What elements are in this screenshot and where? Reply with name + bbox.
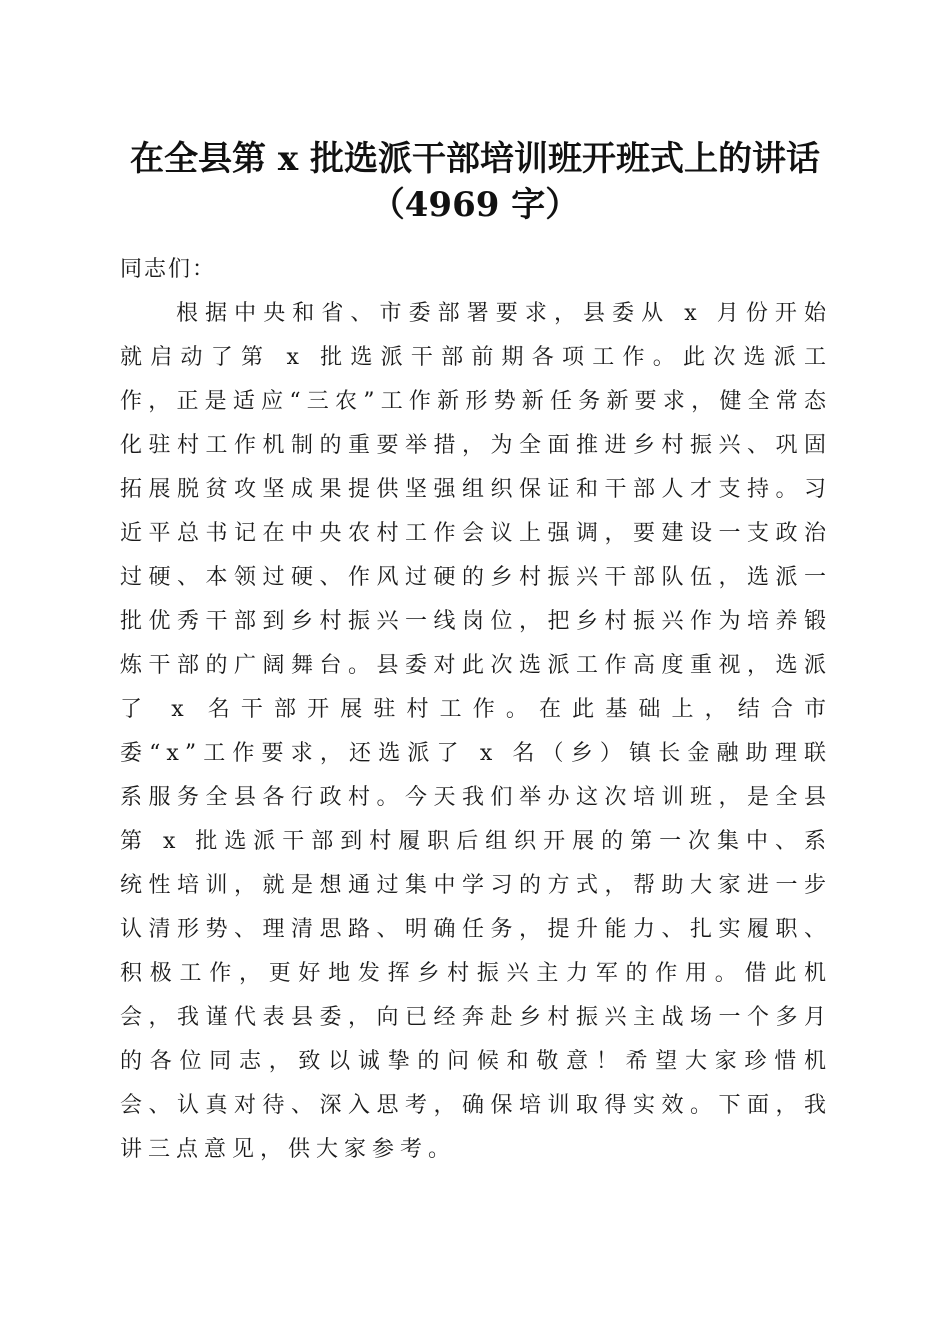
body-paragraph: 根据中央和省、市委部署要求，县委从 x 月份开始就启动了第 x 批选派干部前期各项工作。此次选派工作，正是适应“三农”工作新形势新任务新要求，健全常态化驻村工作机制的重要举措，为全面推进乡村振兴、巩固拓展脱贫攻坚成果提供坚强组织保证和干部人才支持。习近平总书记在中央农村工作会议上强调，要建设一支政治过硬、本领过硬、作风过硬的乡村振兴干部队伍，选派一批优秀干部到乡村振兴一线岗位，把乡村振兴作为培养锻炼干部的广阔舞台。县委对此次选派工作高度重视，选派了 x 名干部开展驻村工作。在此基础上，结合市委“x”工作要求，还选派了 x 名（乡）镇长金融助理联系服务全县各行政村。今天我们举办这次培训班，是全县第 x 批选派干部到村履职后组织开展的第一次集中、系统性培训，就是想通过集中学习的方式，帮助大家进一步认清形势、理清思路、明确任务，提升能力、扎实履职、积极工作，更好地发挥乡村振兴主力军的作用。借此机会，我谨代表县委，向已经奔赴乡村振兴主战场一个多月的各位同志，致以诚挚的问候和敬意！希望大家珍惜机会、认真对待、深入思考，确保培训取得实效。下面，我讲三点意见，供大家参考。 xyxy=(120,301,832,1162)
document-body xyxy=(120,248,832,1172)
title-line-1: 在全县第 x 批选派干部培训班开班式上的讲话 xyxy=(130,139,820,179)
title-line-2: （4969 字） xyxy=(370,185,580,225)
document-title xyxy=(60,136,890,228)
salutation: 同志们： xyxy=(120,257,217,282)
